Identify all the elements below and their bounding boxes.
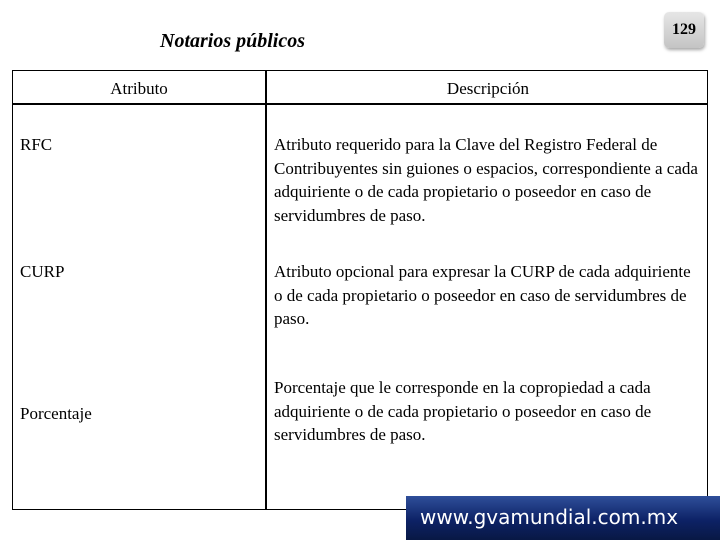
column-divider bbox=[265, 71, 267, 509]
column-header-description: Descripción bbox=[446, 79, 530, 98]
attribute-table bbox=[12, 70, 708, 510]
column-header-attribute: Atributo bbox=[110, 79, 168, 98]
row-curp-description: Atributo opcional para expresar la CURP de cada adquiriente o de cada propietario o poseedor en caso de servidumbres de paso. bbox=[274, 262, 691, 328]
footer-website-link[interactable]: www.gvamundial.com.mx bbox=[420, 505, 679, 529]
row-porcentaje-attribute: Porcentaje bbox=[20, 404, 92, 423]
page-title: Notarios públicos bbox=[160, 30, 306, 52]
header-divider bbox=[13, 103, 707, 105]
row-rfc-attribute: RFC bbox=[20, 135, 53, 154]
row-rfc-description: Atributo requerido para la Clave del Registro Federal de Contribuyentes sin guiones o espacios, correspondiente a cada adquiriente o de cada propietario o poseedor en caso de servidumbres de paso. bbox=[274, 135, 698, 225]
page-number-badge: 129 bbox=[664, 12, 704, 48]
row-porcentaje-description: Porcentaje que le corresponde en la copropiedad a cada adquiriente o de cada propietario o poseedor en caso de servidumbres de paso. bbox=[274, 378, 652, 444]
row-curp-attribute: CURP bbox=[20, 262, 65, 281]
